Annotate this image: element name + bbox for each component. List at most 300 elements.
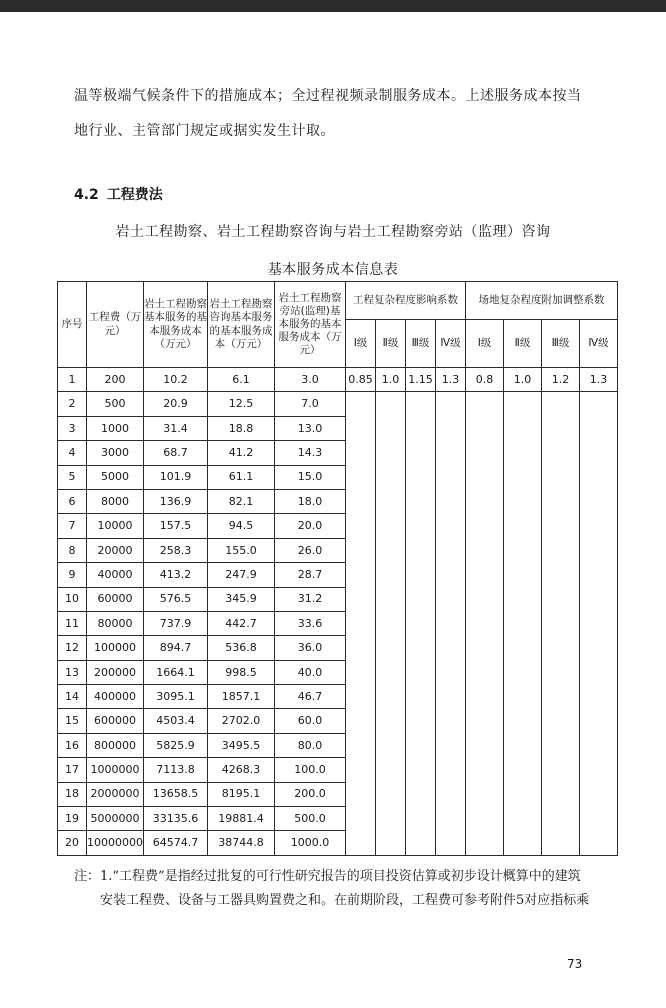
cell-survey-cost: 576.5	[144, 587, 208, 611]
cell-empty	[406, 782, 436, 806]
cell-empty	[376, 758, 406, 782]
cell-cost: 1000000	[87, 758, 144, 782]
cell-survey-cost: 3095.1	[144, 685, 208, 709]
cell-cost: 600000	[87, 709, 144, 733]
cell-supervise-cost: 46.7	[275, 685, 346, 709]
cell-empty	[406, 538, 436, 562]
cell-empty	[376, 660, 406, 684]
cell-empty	[376, 587, 406, 611]
cell-consult-cost: 1857.1	[208, 685, 275, 709]
cell-cost: 60000	[87, 587, 144, 611]
cell-empty	[466, 685, 504, 709]
table-row	[58, 685, 618, 709]
cell-empty	[580, 514, 618, 538]
cell-consult-cost: 155.0	[208, 538, 275, 562]
cell-supervise-cost: 31.2	[275, 587, 346, 611]
cell-empty	[436, 709, 466, 733]
cell-empty	[466, 758, 504, 782]
cell-empty	[580, 416, 618, 440]
cell-survey-cost: 894.7	[144, 636, 208, 660]
cell-seq: 15	[58, 709, 87, 733]
cell-empty	[376, 611, 406, 635]
cell-seq: 3	[58, 416, 87, 440]
cell-empty	[466, 807, 504, 831]
cell-empty	[436, 416, 466, 440]
cell-survey-cost: 68.7	[144, 441, 208, 465]
cell-consult-cost: 61.1	[208, 465, 275, 489]
table-row	[58, 441, 618, 465]
cell-empty	[466, 392, 504, 416]
cell-cost: 5000000	[87, 807, 144, 831]
cell-empty	[406, 416, 436, 440]
cell-empty	[542, 611, 580, 635]
cell-empty	[346, 416, 376, 440]
header-complexity-level: Ⅰ级	[346, 320, 376, 368]
cell-empty	[436, 831, 466, 855]
cell-empty	[466, 465, 504, 489]
cell-empty	[466, 782, 504, 806]
cell-empty	[436, 392, 466, 416]
cell-empty	[406, 636, 436, 660]
cell-empty	[580, 660, 618, 684]
header-seq: 序号	[58, 282, 87, 368]
table-row	[58, 611, 618, 635]
cell-empty	[436, 441, 466, 465]
cell-empty	[436, 514, 466, 538]
cell-empty	[580, 758, 618, 782]
cell-empty	[346, 733, 376, 757]
cell-empty	[504, 416, 542, 440]
cell-supervise-cost: 80.0	[275, 733, 346, 757]
cell-empty	[542, 416, 580, 440]
cell-empty	[436, 587, 466, 611]
header-complexity-level: Ⅲ级	[406, 320, 436, 368]
cell-seq: 2	[58, 392, 87, 416]
cell-empty	[466, 660, 504, 684]
cell-consult-cost: 998.5	[208, 660, 275, 684]
cell-empty	[542, 587, 580, 611]
cell-consult-cost: 3495.5	[208, 733, 275, 757]
cell-consult-cost: 8195.1	[208, 782, 275, 806]
cell-empty	[376, 538, 406, 562]
cell-empty	[346, 441, 376, 465]
cell-cost: 10000000	[87, 831, 144, 855]
cell-empty	[466, 831, 504, 855]
cell-empty	[406, 441, 436, 465]
cell-empty	[504, 514, 542, 538]
cell-empty	[406, 465, 436, 489]
cell-consult-cost: 6.1	[208, 368, 275, 392]
cell-survey-cost: 4503.4	[144, 709, 208, 733]
cell-empty	[504, 587, 542, 611]
cell-empty	[580, 782, 618, 806]
cell-empty	[504, 709, 542, 733]
cell-empty	[504, 441, 542, 465]
cell-empty	[580, 465, 618, 489]
cell-survey-cost: 33135.6	[144, 807, 208, 831]
cell-site-coefficient: 1.3	[580, 368, 618, 392]
cell-consult-cost: 41.2	[208, 441, 275, 465]
cell-supervise-cost: 33.6	[275, 611, 346, 635]
cell-supervise-cost: 28.7	[275, 563, 346, 587]
cost-info-table	[57, 281, 618, 856]
cell-site-coefficient: 1.2	[542, 368, 580, 392]
cell-seq: 8	[58, 538, 87, 562]
table-row	[58, 709, 618, 733]
cell-survey-cost: 31.4	[144, 416, 208, 440]
cell-empty	[376, 782, 406, 806]
table-caption-line-1: 岩土工程勘察、岩土工程勘察咨询与岩土工程勘察旁站（监理）咨询	[115, 224, 551, 240]
header-survey-cost: 岩土工程勘察基本服务的基本服务成本（万元）	[144, 282, 208, 368]
cell-empty	[580, 611, 618, 635]
cell-empty	[346, 587, 376, 611]
cell-empty	[580, 441, 618, 465]
cell-empty	[542, 831, 580, 855]
cell-empty	[504, 465, 542, 489]
cell-empty	[346, 611, 376, 635]
table-row	[58, 636, 618, 660]
table-row	[58, 514, 618, 538]
header-complexity-level: Ⅱ级	[376, 320, 406, 368]
cell-empty	[580, 563, 618, 587]
cell-empty	[406, 807, 436, 831]
cell-empty	[580, 709, 618, 733]
cell-empty	[376, 733, 406, 757]
page-number: 73	[567, 957, 583, 971]
cell-empty	[436, 465, 466, 489]
header-site-group: 场地复杂程度附加调整系数	[466, 282, 618, 320]
cell-empty	[406, 660, 436, 684]
cell-supervise-cost: 18.0	[275, 489, 346, 513]
cell-empty	[406, 563, 436, 587]
cell-seq: 10	[58, 587, 87, 611]
cell-empty	[376, 685, 406, 709]
cell-empty	[436, 636, 466, 660]
cell-survey-cost: 1664.1	[144, 660, 208, 684]
cell-empty	[436, 563, 466, 587]
cell-empty	[406, 392, 436, 416]
cell-cost: 8000	[87, 489, 144, 513]
cell-complexity-coefficient: 1.0	[376, 368, 406, 392]
table-row	[58, 660, 618, 684]
cell-complexity-coefficient: 1.3	[436, 368, 466, 392]
cell-cost: 200	[87, 368, 144, 392]
cell-consult-cost: 38744.8	[208, 831, 275, 855]
table-row	[58, 831, 618, 855]
cell-supervise-cost: 14.3	[275, 441, 346, 465]
cell-empty	[346, 489, 376, 513]
cell-cost: 10000	[87, 514, 144, 538]
cell-empty	[376, 831, 406, 855]
cell-empty	[542, 465, 580, 489]
cell-empty	[504, 733, 542, 757]
cell-empty	[406, 709, 436, 733]
cell-consult-cost: 2702.0	[208, 709, 275, 733]
cell-site-coefficient: 0.8	[466, 368, 504, 392]
cell-supervise-cost: 200.0	[275, 782, 346, 806]
cell-supervise-cost: 7.0	[275, 392, 346, 416]
cell-cost: 500	[87, 392, 144, 416]
cell-empty	[346, 465, 376, 489]
cell-empty	[542, 489, 580, 513]
cell-empty	[376, 563, 406, 587]
cell-seq: 14	[58, 685, 87, 709]
cell-empty	[542, 709, 580, 733]
body-paragraph-line-1: 温等极端气候条件下的措施成本；全过程视频录制服务成本。上述服务成本按当	[74, 88, 582, 104]
cell-consult-cost: 12.5	[208, 392, 275, 416]
cell-empty	[466, 611, 504, 635]
cell-consult-cost: 345.9	[208, 587, 275, 611]
cell-empty	[436, 538, 466, 562]
cell-seq: 5	[58, 465, 87, 489]
header-complexity-group: 工程复杂程度影响系数	[346, 282, 466, 320]
cell-empty	[542, 636, 580, 660]
cell-empty	[406, 489, 436, 513]
header-supervise-cost: 岩土工程勘察旁站(监理)基本服务的基本服务成本（万元）	[275, 282, 346, 368]
cell-consult-cost: 247.9	[208, 563, 275, 587]
cell-empty	[466, 733, 504, 757]
cell-empty	[466, 587, 504, 611]
cell-empty	[580, 489, 618, 513]
cell-empty	[580, 538, 618, 562]
cell-empty	[504, 685, 542, 709]
cell-empty	[504, 831, 542, 855]
cell-empty	[436, 489, 466, 513]
cell-supervise-cost: 100.0	[275, 758, 346, 782]
header-cost: 工程费（万元）	[87, 282, 144, 368]
cell-empty	[504, 807, 542, 831]
cell-empty	[406, 514, 436, 538]
table-row	[58, 563, 618, 587]
cell-cost: 80000	[87, 611, 144, 635]
cell-supervise-cost: 1000.0	[275, 831, 346, 855]
cell-empty	[466, 709, 504, 733]
cell-survey-cost: 7113.8	[144, 758, 208, 782]
cell-empty	[346, 660, 376, 684]
cell-empty	[466, 416, 504, 440]
cell-empty	[346, 709, 376, 733]
cell-empty	[346, 514, 376, 538]
cell-empty	[466, 441, 504, 465]
cell-empty	[376, 441, 406, 465]
cell-empty	[346, 831, 376, 855]
cell-empty	[466, 563, 504, 587]
cell-empty	[580, 636, 618, 660]
cell-empty	[542, 758, 580, 782]
cell-empty	[542, 538, 580, 562]
table-row	[58, 733, 618, 757]
cell-empty	[346, 636, 376, 660]
header-complexity-level: Ⅳ级	[436, 320, 466, 368]
cell-empty	[346, 758, 376, 782]
cell-survey-cost: 20.9	[144, 392, 208, 416]
table-row	[58, 782, 618, 806]
cell-empty	[580, 733, 618, 757]
cell-seq: 17	[58, 758, 87, 782]
table-row	[58, 758, 618, 782]
cell-cost: 200000	[87, 660, 144, 684]
cell-empty	[466, 514, 504, 538]
cell-empty	[376, 807, 406, 831]
scan-top-edge	[0, 0, 666, 12]
cell-cost: 5000	[87, 465, 144, 489]
cell-cost: 3000	[87, 441, 144, 465]
cell-survey-cost: 737.9	[144, 611, 208, 635]
cell-empty	[504, 660, 542, 684]
cell-empty	[504, 563, 542, 587]
cell-supervise-cost: 60.0	[275, 709, 346, 733]
cell-seq: 4	[58, 441, 87, 465]
cell-empty	[580, 807, 618, 831]
cell-survey-cost: 64574.7	[144, 831, 208, 855]
cell-survey-cost: 5825.9	[144, 733, 208, 757]
cell-empty	[406, 733, 436, 757]
cell-empty	[580, 392, 618, 416]
header-site-level: Ⅱ级	[504, 320, 542, 368]
cell-cost: 100000	[87, 636, 144, 660]
header-site-level: Ⅲ级	[542, 320, 580, 368]
cell-seq: 9	[58, 563, 87, 587]
cell-consult-cost: 18.8	[208, 416, 275, 440]
cell-consult-cost: 442.7	[208, 611, 275, 635]
cell-cost: 40000	[87, 563, 144, 587]
cell-survey-cost: 413.2	[144, 563, 208, 587]
cell-empty	[346, 392, 376, 416]
table-row	[58, 392, 618, 416]
cell-empty	[504, 782, 542, 806]
cell-empty	[346, 782, 376, 806]
cell-empty	[580, 831, 618, 855]
cell-seq: 18	[58, 782, 87, 806]
cell-consult-cost: 536.8	[208, 636, 275, 660]
cell-complexity-coefficient: 0.85	[346, 368, 376, 392]
cell-empty	[542, 660, 580, 684]
cell-empty	[504, 489, 542, 513]
section-number: 4.2	[74, 187, 99, 203]
table-row	[58, 368, 618, 392]
cell-empty	[542, 514, 580, 538]
cell-cost: 20000	[87, 538, 144, 562]
header-consult-cost: 岩土工程勘察咨询基本服务的基本服务成本（万元）	[208, 282, 275, 368]
table-row	[58, 489, 618, 513]
cell-consult-cost: 82.1	[208, 489, 275, 513]
cell-consult-cost: 4268.3	[208, 758, 275, 782]
note-line-1: 注：1.“工程费”是指经过批复的可行性研究报告的项目投资估算或初步设计概算中的建筑	[74, 869, 581, 884]
cell-empty	[346, 685, 376, 709]
cell-empty	[346, 807, 376, 831]
cell-survey-cost: 10.2	[144, 368, 208, 392]
cell-empty	[542, 441, 580, 465]
cell-empty	[376, 392, 406, 416]
cell-seq: 19	[58, 807, 87, 831]
cell-survey-cost: 101.9	[144, 465, 208, 489]
cell-empty	[346, 538, 376, 562]
cell-seq: 1	[58, 368, 87, 392]
cell-cost: 800000	[87, 733, 144, 757]
table-row	[58, 807, 618, 831]
cell-seq: 13	[58, 660, 87, 684]
cell-empty	[436, 807, 466, 831]
cell-empty	[542, 807, 580, 831]
cell-empty	[376, 514, 406, 538]
cell-empty	[436, 660, 466, 684]
cell-empty	[504, 538, 542, 562]
cell-empty	[406, 685, 436, 709]
cell-supervise-cost: 3.0	[275, 368, 346, 392]
cell-empty	[504, 611, 542, 635]
cell-empty	[466, 489, 504, 513]
cell-seq: 20	[58, 831, 87, 855]
cell-empty	[376, 416, 406, 440]
cell-supervise-cost: 36.0	[275, 636, 346, 660]
cell-empty	[376, 489, 406, 513]
cell-supervise-cost: 500.0	[275, 807, 346, 831]
section-heading	[74, 184, 171, 204]
cell-seq: 6	[58, 489, 87, 513]
cell-empty	[466, 636, 504, 660]
cell-empty	[406, 587, 436, 611]
cell-empty	[542, 733, 580, 757]
header-site-level: Ⅰ级	[466, 320, 504, 368]
cell-empty	[406, 758, 436, 782]
table-row	[58, 465, 618, 489]
cell-empty	[542, 782, 580, 806]
cell-consult-cost: 19881.4	[208, 807, 275, 831]
header-site-level: Ⅳ级	[580, 320, 618, 368]
cell-cost: 400000	[87, 685, 144, 709]
cell-empty	[542, 685, 580, 709]
cell-supervise-cost: 13.0	[275, 416, 346, 440]
cell-empty	[376, 636, 406, 660]
table-row	[58, 587, 618, 611]
table-row	[58, 416, 618, 440]
cell-seq: 12	[58, 636, 87, 660]
cell-seq: 11	[58, 611, 87, 635]
cell-supervise-cost: 15.0	[275, 465, 346, 489]
cell-empty	[346, 563, 376, 587]
note-line-2: 安装工程费、设备与工器具购置费之和。在前期阶段，工程费可参考附件5对应指标乘	[100, 893, 590, 908]
cell-empty	[580, 587, 618, 611]
cell-empty	[580, 685, 618, 709]
cell-supervise-cost: 26.0	[275, 538, 346, 562]
cell-empty	[436, 611, 466, 635]
cell-empty	[504, 758, 542, 782]
cell-seq: 7	[58, 514, 87, 538]
cell-survey-cost: 258.3	[144, 538, 208, 562]
cell-empty	[542, 392, 580, 416]
cell-survey-cost: 13658.5	[144, 782, 208, 806]
cell-supervise-cost: 40.0	[275, 660, 346, 684]
section-title: 工程费法	[106, 187, 163, 203]
cell-empty	[504, 636, 542, 660]
cell-empty	[504, 392, 542, 416]
cell-empty	[406, 611, 436, 635]
table-caption-line-2: 基本服务成本信息表	[267, 262, 399, 278]
cell-cost: 1000	[87, 416, 144, 440]
cell-empty	[436, 733, 466, 757]
cell-empty	[436, 782, 466, 806]
cell-survey-cost: 136.9	[144, 489, 208, 513]
cell-empty	[406, 831, 436, 855]
body-paragraph-line-2: 地行业、主管部门规定或据实发生计取。	[74, 123, 335, 139]
cell-empty	[542, 563, 580, 587]
cell-empty	[376, 465, 406, 489]
table-row	[58, 538, 618, 562]
cell-empty	[436, 758, 466, 782]
cell-supervise-cost: 20.0	[275, 514, 346, 538]
cell-empty	[436, 685, 466, 709]
cell-empty	[466, 538, 504, 562]
